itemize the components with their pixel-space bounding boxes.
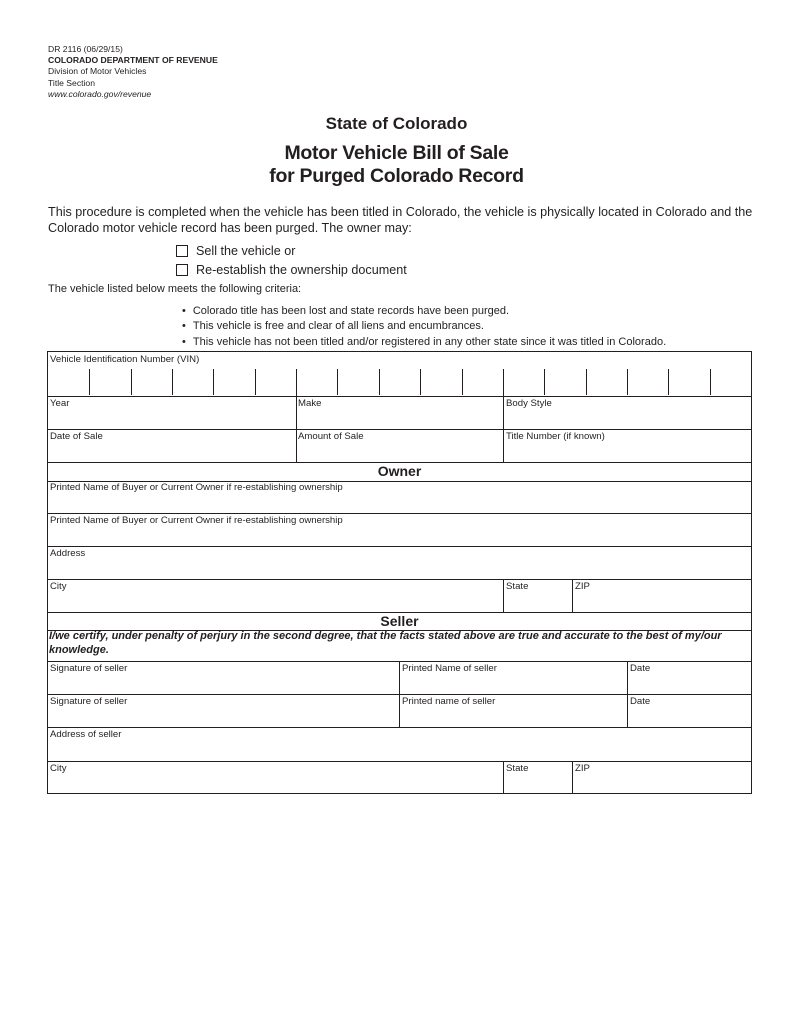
form-header [48, 44, 218, 100]
seller-date-label-2: Date [630, 696, 651, 707]
form-number: DR 2116 (06/29/15) [48, 44, 123, 54]
owner-state-label: State [506, 581, 529, 592]
vin-box-separator [213, 369, 214, 395]
seller-signature-label-2: Signature of seller [50, 696, 128, 707]
amount-of-sale-label: Amount of Sale [298, 431, 364, 442]
criteria-item: • This vehicle is free and clear of all liens and encumbrances. [182, 319, 666, 334]
seller-printed-name-label-2: Printed name of seller [402, 696, 496, 707]
owner-state-field[interactable] [504, 579, 572, 612]
vin-box-separator [586, 369, 587, 395]
seller-date-field-2[interactable] [628, 694, 751, 727]
divider [572, 579, 573, 612]
date-of-sale-field[interactable] [48, 429, 296, 462]
vin-box-separator [462, 369, 463, 395]
website-link[interactable]: www.colorado.gov/revenue [48, 88, 152, 99]
seller-city-field[interactable] [48, 761, 503, 793]
divider [572, 761, 573, 793]
vin-box-separator [131, 369, 132, 395]
owner-heading: Owner [377, 463, 422, 479]
owner-zip-field[interactable] [573, 579, 751, 612]
option-reestablish-label: Re-establish the ownership document [196, 262, 407, 277]
year-field[interactable] [48, 396, 296, 429]
vin-box-separator [337, 369, 338, 395]
body-style-label: Body Style [506, 398, 552, 409]
vin-box-separator [379, 369, 380, 395]
title-line-2: for Purged Colorado Record [269, 165, 524, 187]
vin-box-separator [89, 369, 90, 395]
criteria-item: • This vehicle has not been titled and/or registered in any other state since it was titled in Colorado. [182, 335, 666, 350]
division-name: Division of Motor Vehicles [48, 66, 147, 77]
department-name: COLORADO DEPARTMENT OF REVENUE [48, 55, 218, 66]
amount-of-sale-field[interactable] [296, 429, 503, 462]
seller-state-label: State [506, 763, 529, 774]
title-number-label: Title Number (if known) [506, 431, 605, 442]
state-title: State of Colorado [325, 114, 468, 133]
seller-signature-field-1[interactable] [48, 661, 399, 694]
make-label: Make [298, 398, 322, 409]
divider [503, 761, 504, 793]
vin-box-separator [710, 369, 711, 395]
divider [399, 661, 400, 727]
section-name: Title Section [48, 77, 95, 88]
owner-name-field-2[interactable] [48, 513, 751, 546]
reestablish-checkbox[interactable] [176, 264, 188, 276]
vin-box-separator [255, 369, 256, 395]
vin-field[interactable] [48, 352, 751, 396]
vin-box-separator [544, 369, 545, 395]
seller-signature-field-2[interactable] [48, 694, 399, 727]
seller-heading: Seller [380, 613, 419, 629]
criteria-item: • Colorado title has been lost and state records have been purged. [182, 304, 666, 319]
seller-printed-name-field-2[interactable] [400, 694, 627, 727]
certification-statement: I/we certify, under penalty of perjury in the second degree, that the facts stated above are true and accurate to the best of my/our knowledge. [49, 630, 722, 656]
seller-signature-label-1: Signature of seller [50, 663, 128, 674]
option-reestablish[interactable] [176, 260, 407, 279]
intro-paragraph: This procedure is completed when the vehicle has been titled in Colorado, the vehicle is physically located in Colorado and the Colorado motor vehicle record has been purged. The owner may: [48, 205, 753, 235]
vin-label: Vehicle Identification Number (VIN) [50, 354, 200, 365]
divider [503, 579, 504, 612]
date-of-sale-label: Date of Sale [50, 431, 103, 442]
title-number-field[interactable] [504, 429, 751, 462]
vin-box-separator [668, 369, 669, 395]
owner-name-label-1: Printed Name of Buyer or Current Owner if re-establishing ownership [50, 482, 343, 493]
vin-box-separator [172, 369, 173, 395]
seller-date-label-1: Date [630, 663, 651, 674]
option-sell[interactable] [176, 241, 407, 260]
owner-address-label: Address [50, 548, 86, 559]
seller-printed-name-field-1[interactable] [400, 661, 627, 694]
seller-printed-name-label-1: Printed Name of seller [402, 663, 497, 674]
year-label: Year [50, 398, 70, 409]
owner-address-field[interactable] [48, 546, 751, 579]
make-field[interactable] [296, 396, 503, 429]
sell-checkbox[interactable] [176, 245, 188, 257]
title-line-1: Motor Vehicle Bill of Sale [284, 142, 509, 164]
owner-name-field-1[interactable] [48, 480, 751, 513]
seller-city-label: City [50, 763, 67, 774]
document-title [0, 142, 793, 188]
bill-of-sale-form [47, 351, 752, 794]
seller-date-field-1[interactable] [628, 661, 751, 694]
vin-box-separator [627, 369, 628, 395]
seller-address-label: Address of seller [50, 729, 122, 740]
owner-zip-label: ZIP [575, 581, 590, 592]
seller-zip-field[interactable] [573, 761, 751, 793]
owner-name-label-2: Printed Name of Buyer or Current Owner if re-establishing ownership [50, 515, 343, 526]
criteria-list [182, 304, 666, 350]
body-style-field[interactable] [504, 396, 751, 429]
owner-city-field[interactable] [48, 579, 503, 612]
option-sell-label: Sell the vehicle or [196, 243, 296, 258]
seller-zip-label: ZIP [575, 763, 590, 774]
criteria-intro: The vehicle listed below meets the following criteria: [48, 283, 302, 295]
seller-state-field[interactable] [504, 761, 572, 793]
vin-box-separator [420, 369, 421, 395]
owner-options [176, 241, 407, 279]
owner-city-label: City [50, 581, 67, 592]
divider [627, 661, 628, 727]
seller-address-field[interactable] [48, 727, 751, 760]
